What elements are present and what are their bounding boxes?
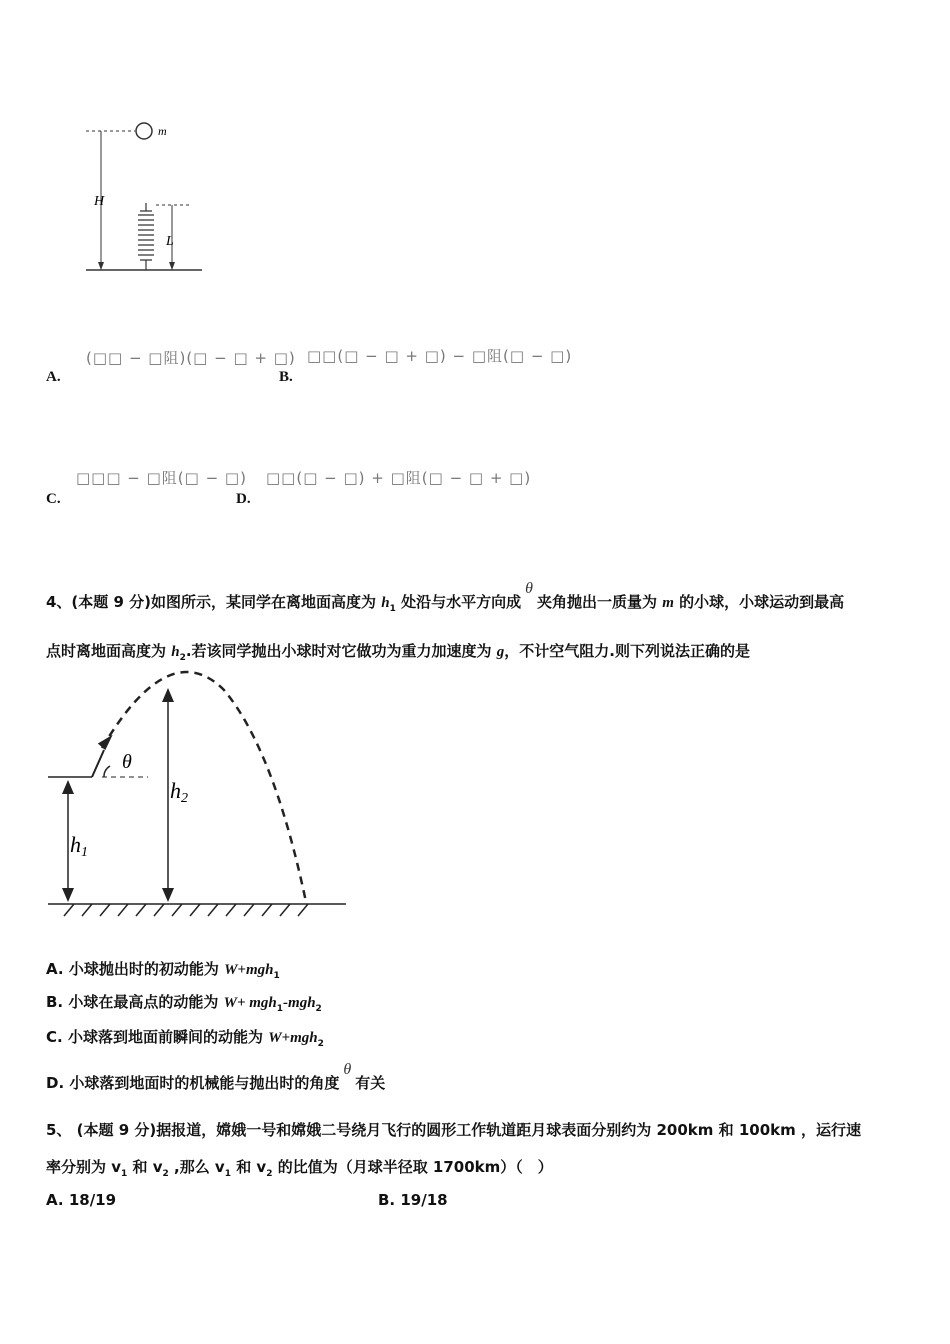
spring-drop-figure — [80, 115, 210, 280]
spring — [138, 203, 154, 270]
q5-line1: 5、 (本题 9 分)据报道，嫦娥一号和嫦娥二号绕月飞行的圆形工作轨道距月球表面分别约为 200km 和 100km ，运行速 — [46, 1121, 861, 1139]
h1-label: h1 — [70, 832, 88, 860]
q4-line2: 点时离地面高度为 $h_2$.若该同学抛出小球时对它做功为重力加速度为 g，不计空气阻力.则下列说法正确的是 — [46, 642, 750, 663]
option-c-label[interactable]: C. — [46, 491, 61, 507]
option-b-formula: □□(□ − □ + □) − □阻(□ − □) — [307, 347, 573, 365]
theta-label: θ — [122, 751, 132, 773]
projectile-figure — [44, 670, 354, 920]
q4-option-d[interactable]: D. 小球落到地面时的机械能与抛出时的角度θ有关 — [46, 1061, 386, 1092]
ball-mass — [136, 123, 152, 139]
option-c-formula: □□□ − □阻(□ − □) — [76, 469, 247, 487]
spring-length-label: L — [166, 234, 174, 249]
q5-option-a[interactable]: A. 18/19 — [46, 1191, 117, 1209]
option-d-formula: □□(□ − □) + □阻(□ − □ + □) — [266, 469, 532, 487]
q4-option-a[interactable]: A. 小球抛出时的初动能为 W+mgh$_1$ — [46, 960, 280, 981]
trajectory — [102, 672, 306, 902]
q5-option-b[interactable]: B. 19/18 — [378, 1191, 448, 1209]
q4-option-b[interactable]: B. 小球在最高点的动能为 W+ mgh$_1$-mgh$_2$ — [46, 993, 322, 1014]
option-a-label[interactable]: A. — [46, 369, 61, 385]
height-label: H — [94, 194, 105, 209]
q4-option-c[interactable]: C. 小球落到地面前瞬间的动能为 W+mgh$_2$ — [46, 1028, 324, 1049]
mass-label: m — [158, 124, 167, 138]
option-a-formula: (□□ − □阻)(□ − □ + □) — [86, 349, 296, 367]
h2-label: h2 — [170, 778, 188, 806]
option-b-label[interactable]: B. — [279, 369, 293, 385]
ground-hatching — [64, 904, 308, 916]
q4-line1: 4、(本题 9 分)如图所示，某同学在离地面高度为 $h_1$ 处沿与水平方向成θ夹角抛出一质量为 m 的小球，小球运动到最高 — [46, 580, 845, 614]
option-d-label[interactable]: D. — [236, 491, 251, 507]
q5-line2: 率分别为 $v_1$ 和 $v_2$ ,那么 $v_1$ 和 $v_2$ 的比值为（月球半径取 1700km）（ ） — [46, 1158, 553, 1179]
theta-symbol: θ — [525, 580, 533, 597]
